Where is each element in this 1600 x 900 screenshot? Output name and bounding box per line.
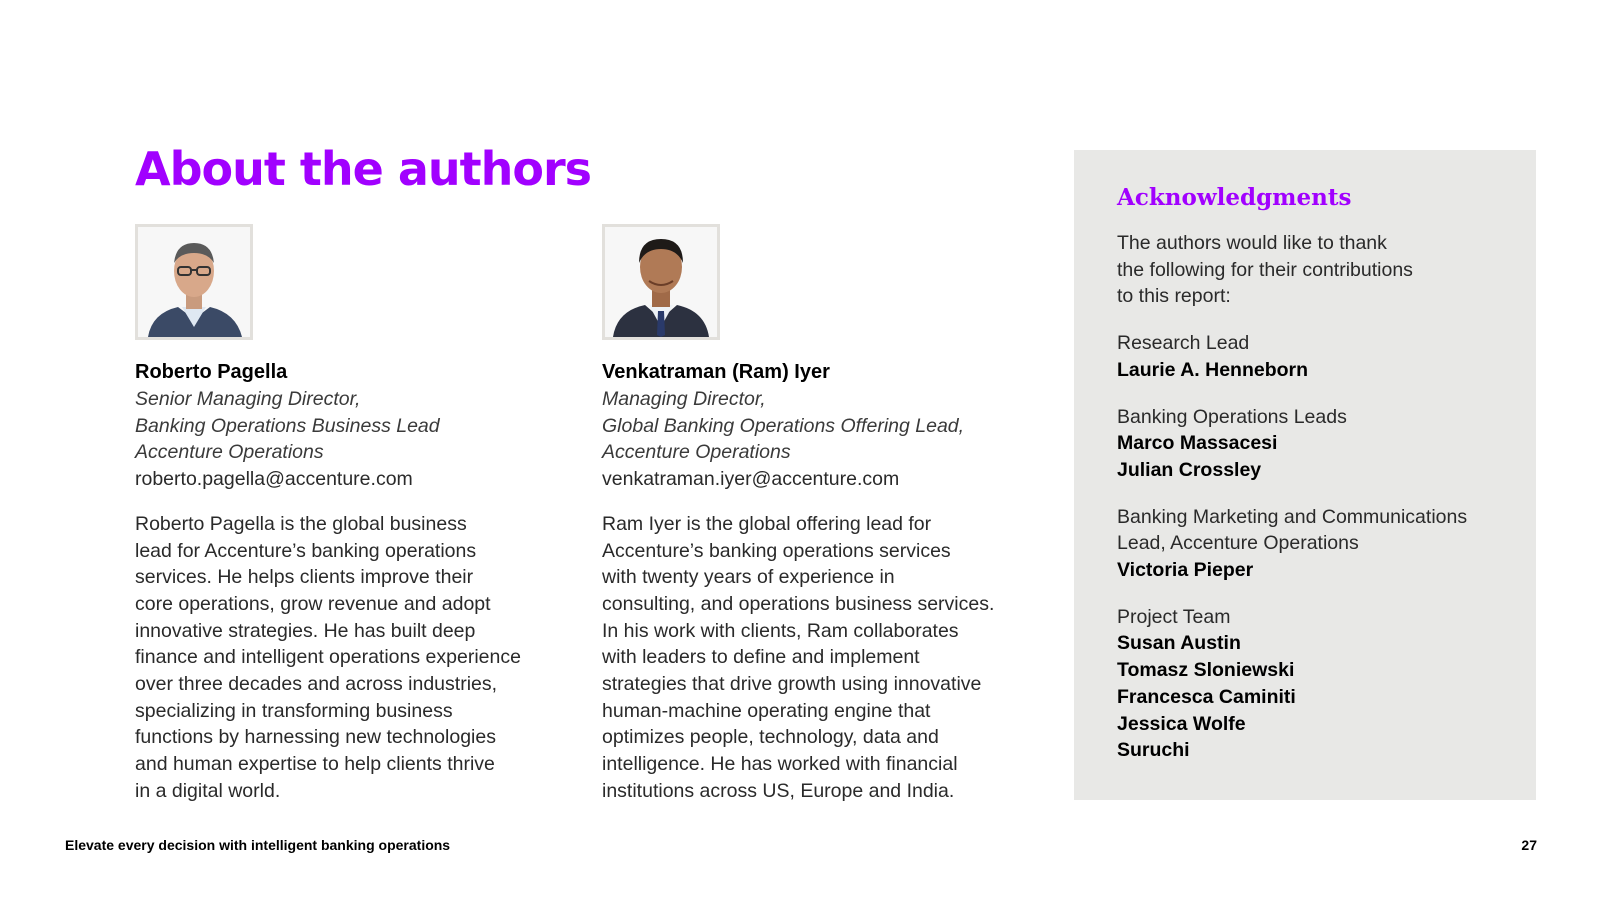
page-number: 27 xyxy=(1521,837,1537,853)
author-role xyxy=(602,386,1032,466)
contributor-name: Jessica Wolfe xyxy=(1117,712,1246,735)
bio-line: specializing in transforming business xyxy=(135,699,453,722)
contributor-name: Julian Crossley xyxy=(1117,458,1262,481)
author-email: venkatraman.iyer@accenture.com xyxy=(602,468,900,491)
author-name: Roberto Pagella xyxy=(135,361,288,383)
bio-line: consulting, and operations business services. xyxy=(602,592,995,615)
group-label: Lead, Accenture Operations xyxy=(1117,532,1359,555)
bio-line: lead for Accenture’s banking operations xyxy=(135,539,477,562)
intro-line: The authors would like to thank xyxy=(1117,232,1387,254)
bio-line: core operations, grow revenue and adopt xyxy=(135,592,491,615)
bio-line: Ram Iyer is the global offering lead for xyxy=(602,512,932,535)
bio-line: with twenty years of experience in xyxy=(602,566,895,589)
author-bio xyxy=(602,511,1032,805)
bio-line: human-machine operating engine that xyxy=(602,699,931,722)
author-role-line: Accenture Operations xyxy=(602,441,791,464)
bio-line: in a digital world. xyxy=(135,779,281,802)
author-role-line: Global Banking Operations Offering Lead, xyxy=(602,414,965,437)
bio-line: strategies that drive growth using innovative xyxy=(602,673,982,696)
bio-line: services. He helps clients improve their xyxy=(135,566,474,589)
portrait-icon xyxy=(138,227,250,337)
bio-line: with leaders to define and implement xyxy=(602,646,920,669)
bio-line: over three decades and across industries, xyxy=(135,673,498,696)
group-label: Research Lead xyxy=(1117,332,1250,355)
bio-line: Roberto Pagella is the global business xyxy=(135,512,467,535)
contributor-name: Laurie A. Henneborn xyxy=(1117,358,1309,381)
acknowledgments-intro xyxy=(1117,230,1536,310)
bio-line: functions by harnessing new technologies xyxy=(135,726,496,749)
contributor-name: Susan Austin xyxy=(1117,632,1241,655)
intro-line: to this report: xyxy=(1117,285,1231,308)
author-photo xyxy=(135,224,253,340)
author-card-ram xyxy=(602,224,1032,805)
portrait-icon xyxy=(605,227,717,337)
bio-line: Accenture’s banking operations services xyxy=(602,539,951,562)
ack-group-project-team xyxy=(1117,604,1536,764)
contributor-name: Francesca Caminiti xyxy=(1117,685,1296,708)
bio-line: and human expertise to help clients thrive xyxy=(135,753,495,776)
ack-group-marketing-lead xyxy=(1117,504,1536,584)
author-email: roberto.pagella@accenture.com xyxy=(135,468,413,491)
author-role-line: Accenture Operations xyxy=(135,441,324,464)
bio-line: optimizes people, technology, data and xyxy=(602,726,939,749)
ack-group-operations-leads xyxy=(1117,404,1536,484)
bio-line: In his work with clients, Ram collaborates xyxy=(602,619,959,642)
page-title: About the authors xyxy=(135,142,592,196)
author-role-line: Senior Managing Director, xyxy=(135,388,361,410)
bio-line: finance and intelligent operations experience xyxy=(135,646,521,669)
author-name: Venkatraman (Ram) Iyer xyxy=(602,361,830,383)
author-role xyxy=(135,386,575,466)
footer-text: Elevate every decision with intelligent banking operations xyxy=(65,837,451,853)
group-label: Project Team xyxy=(1117,605,1231,628)
author-bio xyxy=(135,511,575,805)
author-role-line: Managing Director, xyxy=(602,388,766,410)
contributor-name: Tomasz Sloniewski xyxy=(1117,659,1295,682)
acknowledgments-panel xyxy=(1074,150,1536,800)
bio-line: institutions across US, Europe and India. xyxy=(602,779,955,802)
intro-line: the following for their contributions xyxy=(1117,258,1413,281)
contributor-name: Suruchi xyxy=(1117,739,1190,762)
author-card-roberto xyxy=(135,224,575,805)
group-label: Banking Operations Leads xyxy=(1117,405,1347,428)
author-role-line: Banking Operations Business Lead xyxy=(135,414,440,437)
ack-group-research-lead xyxy=(1117,330,1536,383)
acknowledgments-title: Acknowledgments xyxy=(1117,184,1352,211)
contributor-name: Marco Massacesi xyxy=(1117,432,1278,455)
bio-line: intelligence. He has worked with financial xyxy=(602,753,958,776)
author-photo xyxy=(602,224,720,340)
contributor-name: Victoria Pieper xyxy=(1117,559,1254,582)
group-label: Banking Marketing and Communications xyxy=(1117,505,1468,528)
bio-line: innovative strategies. He has built deep xyxy=(135,619,476,642)
